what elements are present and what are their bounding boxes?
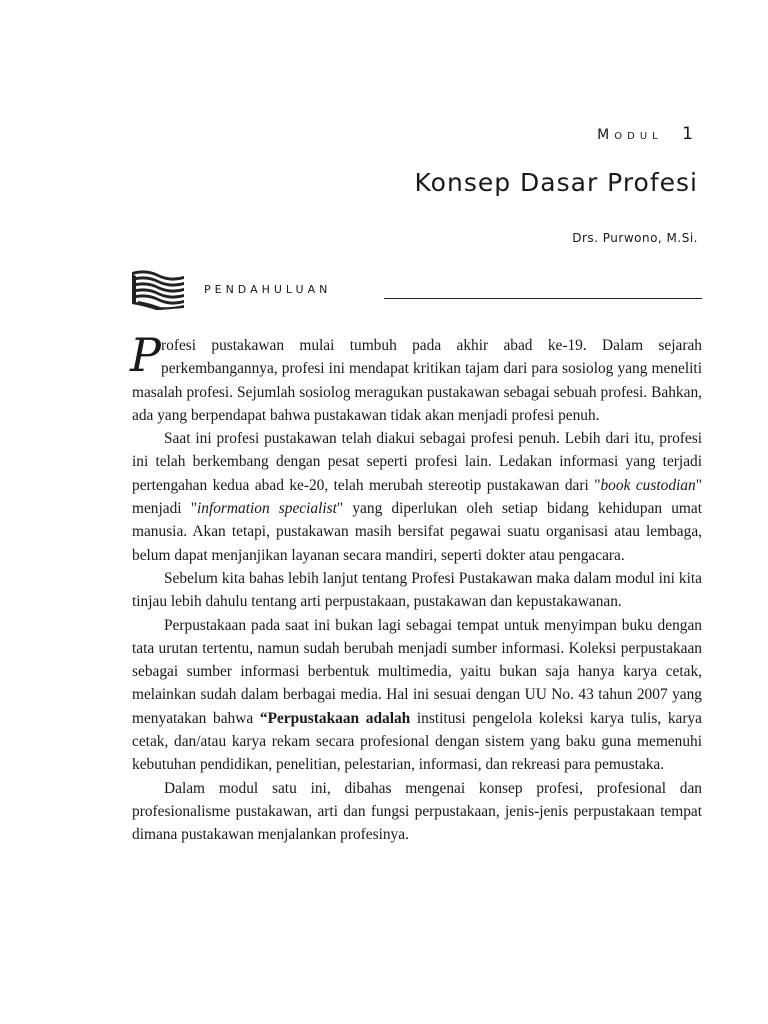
paragraph-3: Sebelum kita bahas lebih lanjut tentang Profesi Pustakawan maka dalam modul ini kita tinjau lebih dahulu tentang arti perpustakaan, pustakawan dan kepustakawanan. bbox=[132, 569, 702, 611]
book-pages-icon bbox=[130, 270, 186, 310]
paragraph-1-text: rofesi pustakawan mulai tumbuh pada akhir abad ke-19. Dalam sejarah perkembangannya, profesi ini mendapat kritikan tajam dari para sosiolog yang meneliti masalah profesi. Sejumlah sosiolog meragukan pustakawan sebagai sebuah profesi. Bahkan, ada yang berpendapat bahwa pustakawan tidak akan menjadi profesi penuh. bbox=[132, 337, 702, 424]
paragraph-2-text-a: Saat ini profesi pustakawan telah diakui sebagai profesi penuh. Lebih dari itu, profesi ini telah berkembang dengan pesat seperti profesi lain. Ledakan informasi yang terjadi pertengahan kedua abad ke-20, telah merubah stereotip pustakawan dari " bbox=[132, 430, 702, 494]
definition-bold: “Perpustakaan adalah bbox=[259, 709, 411, 727]
drop-cap: P bbox=[130, 328, 161, 382]
author-name: Drs. Purwono, M.Si. bbox=[572, 231, 698, 245]
paragraph-2-text-b: " menjadi " bbox=[132, 476, 702, 518]
paragraph-4-text-a: Perpustakaan pada saat ini bukan lagi sebagai tempat untuk menyimpan buku dengan tata urutan tertentu, namun sudah berubah menjadi sumber informasi. Koleksi perpustakaan sebagai sumber informasi berbentuk multimedia, yaitu bukan saja hanya karya cetak, melainkan sudah dalam berbagai media. Hal ini sesuai dengan UU No. 43 tahun 2007 yang menyatakan bahwa bbox=[132, 616, 702, 727]
body-text bbox=[130, 328, 703, 847]
paragraph-2-text-c: " yang diperlukan oleh setiap bidang kehidupan umat manusia. Akan tetapi, pustakawan masih bersifat pegawai suatu organisasi atau lembaga, belum dapat menjanjikan layanan secara mandiri, seperti dokter atau pengacara. bbox=[132, 500, 702, 564]
term-information-specialist: information specialist bbox=[196, 500, 337, 518]
paragraph-2 bbox=[132, 427, 702, 567]
module-label bbox=[597, 124, 698, 144]
term-book-custodian: book custodian bbox=[600, 476, 696, 494]
paragraph-1 bbox=[130, 328, 702, 427]
section-rule bbox=[384, 298, 702, 299]
paragraph-4 bbox=[132, 614, 702, 777]
page-title: Konsep Dasar Profesi bbox=[414, 168, 698, 197]
module-number: 1 bbox=[682, 124, 698, 144]
module-word: Modul bbox=[597, 127, 663, 143]
section-heading: PENDAHULUAN bbox=[204, 283, 332, 296]
paragraph-4-text-b: institusi pengelola koleksi karya tulis, karya cetak, dan/atau karya rekam secara profesional dengan sistem yang baku guna memenuhi kebutuhan pendidikan, penelitian, pelestarian, informasi, dan rekreasi para pemustaka. bbox=[132, 709, 703, 774]
paragraph-5: Dalam modul satu ini, dibahas mengenai konsep profesi, profesional dan profesionalisme pustakawan, arti dan fungsi perpustakaan, jenis-jenis perpustakaan tempat dimana pustakawan menjalankan profesinya. bbox=[132, 779, 702, 844]
